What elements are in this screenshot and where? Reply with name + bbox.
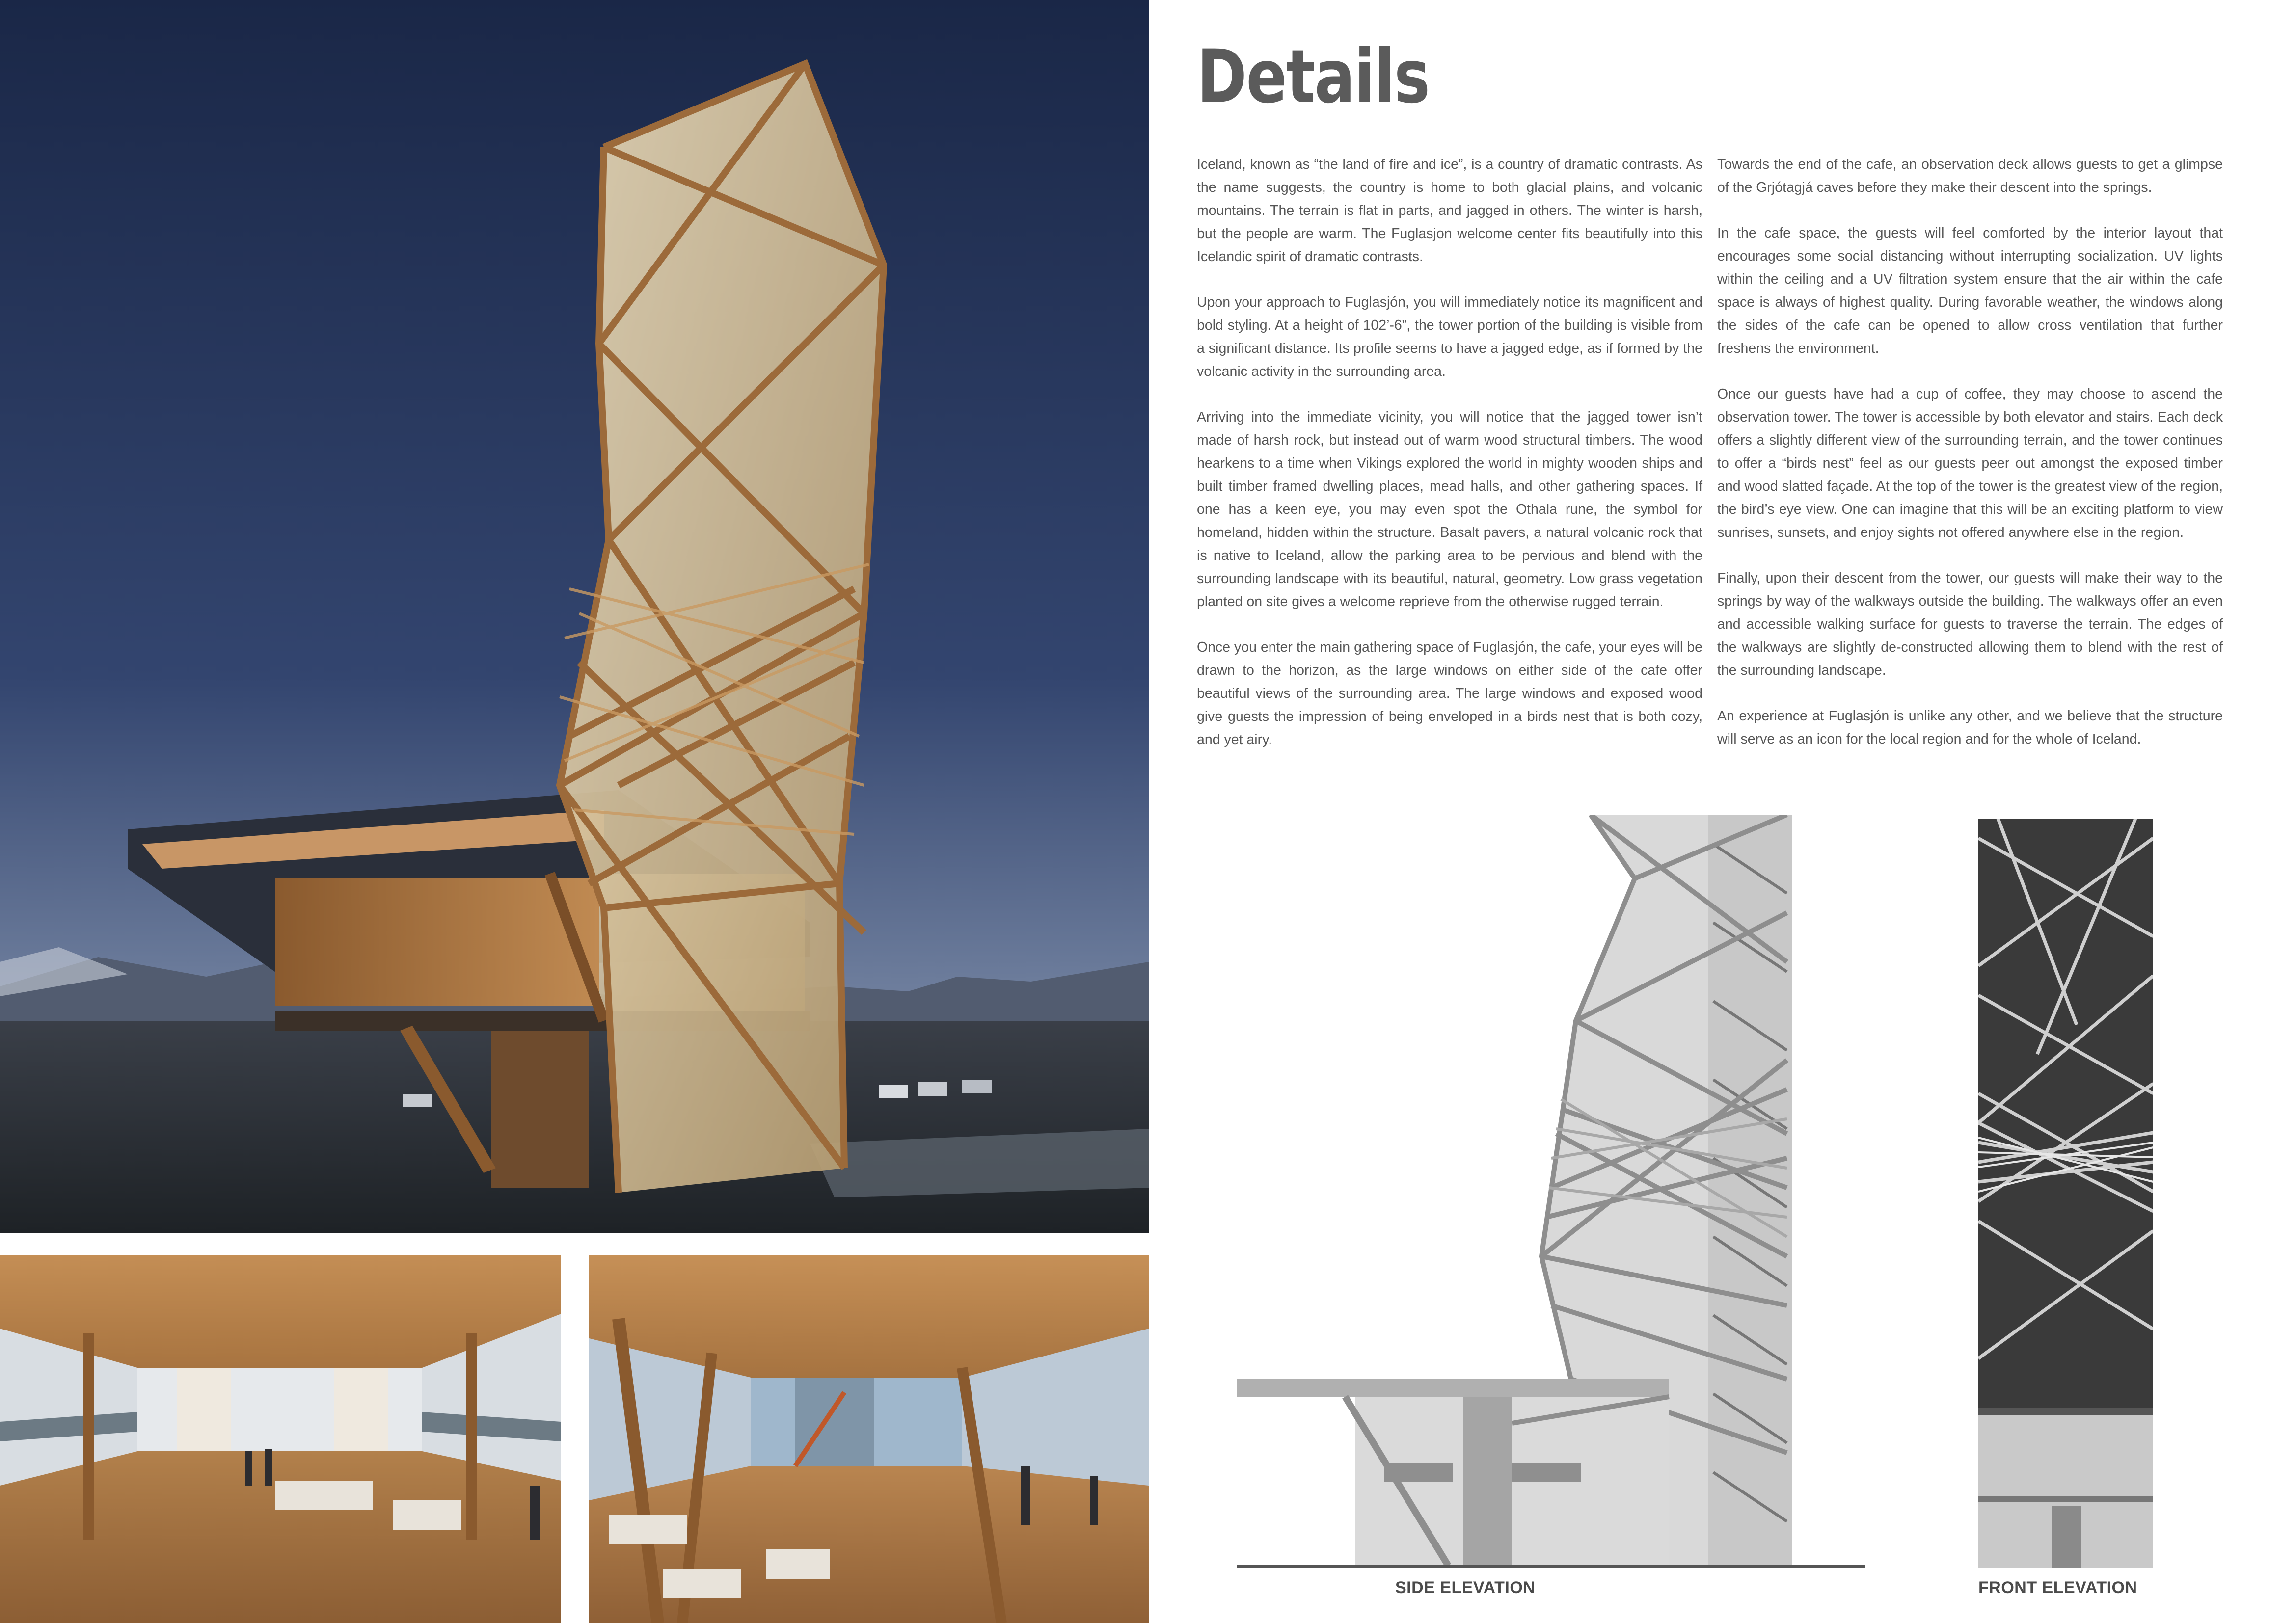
cafe-interior-render-right — [589, 1255, 1149, 1623]
exterior-tower-render — [0, 0, 1149, 1233]
paragraph: Arriving into the immediate vicinity, you will notice that the jagged tower isn’t made of harsh rock, but instead out of warm wood structural timbers. The wood hearkens to a time when Vikings explored the world in mighty wooden ships and built timber framed dwelling places, mead halls, and other gathering spaces. If one has a keen eye, you may even spot the Othala rune, the symbol for homeland, hidden within the structure. Basalt pavers, a natural volcanic rock that is native to Iceland, allow the parking area to be pervious and blend with the surrounding landscape with its beautiful, natural, geometry. Low grass vegetation planted on site gives a welcome reprieve from the otherwise rugged terrain. — [1197, 409, 1702, 610]
side-elevation-drawing — [1237, 815, 1865, 1570]
paragraph: An experience at Fuglasjón is unlike any other, and we believe that the structure will serve as an icon for the local region and for the whole of Iceland. — [1717, 708, 2223, 747]
paragraph: Once you enter the main gathering space of Fuglasjón, the cafe, your eyes will be drawn to the horizon, as the large windows on either side of the cafe offer beautiful views of the surrounding area. The large windows and exposed wood give guests the impression of being enveloped in a birds nest that is both cozy, and yet airy. — [1197, 639, 1702, 747]
paragraph: Towards the end of the cafe, an observation deck allows guests to get a glimpse of the Grjótagjá caves before they make their descent into the springs. — [1717, 157, 2223, 195]
front-elevation-caption: FRONT ELEVATION — [1978, 1578, 2137, 1597]
text-column-left — [1197, 153, 1702, 774]
paragraph: Finally, upon their descent from the tower, our guests will make their way to the springs by way of the walkways outside the building. The walkways offer an even and accessible walking surface for guests to traverse the terrain. The edges of the walkways are slightly de-constructed allowing them to blend with the rest of the surrounding landscape. — [1717, 570, 2223, 678]
page-title: Details — [1197, 34, 1430, 120]
paragraph: Upon your approach to Fuglasjón, you will immediately notice its magnificent and bold styling. At a height of 102’-6”, the tower portion of the building is visible from a significant distance. Its profile seems to have a jagged edge, as if formed by the volcanic activity in the surrounding area. — [1197, 294, 1702, 379]
paragraph: Iceland, known as “the land of fire and ice”, is a country of dramatic contrasts. As the name suggests, the country is home to both glacial plains, and volcanic mountains. The terrain is flat in parts, and jagged in others. The winter is harsh, but the people are warm. The Fuglasjon welcome center fits beautifully into this Icelandic spirit of dramatic contrasts. — [1197, 157, 1702, 265]
paragraph: In the cafe space, the guests will feel comforted by the interior layout that encourages some social distancing without interrupting socialization. UV lights within the ceiling and a UV filtration system ensure that the air within the cafe space is always of highest quality. During favorable weather, the windows along the sides of the cafe can be opened to allow cross ventilation that further freshens the environment. — [1717, 225, 2223, 356]
cafe-interior-render-left — [0, 1255, 561, 1623]
paragraph: Once our guests have had a cup of coffee, they may choose to ascend the observation tower. The tower is accessible by both elevator and stairs. Each deck offers a slightly different view of the surrounding terrain, and the tower continues to offer a “birds nest” feel as our guests peer out amongst the exposed timber and wood slatted façade. At the top of the tower is the greatest view of the region, the bird’s eye view. One can imagine that this will be an exciting platform to view sunrises, sunsets, and enjoy sights not offered anywhere else in the region. — [1717, 386, 2223, 540]
side-elevation-caption: SIDE ELEVATION — [1395, 1578, 1536, 1597]
text-column-right — [1717, 153, 2223, 773]
front-elevation-drawing — [1978, 819, 2153, 1568]
